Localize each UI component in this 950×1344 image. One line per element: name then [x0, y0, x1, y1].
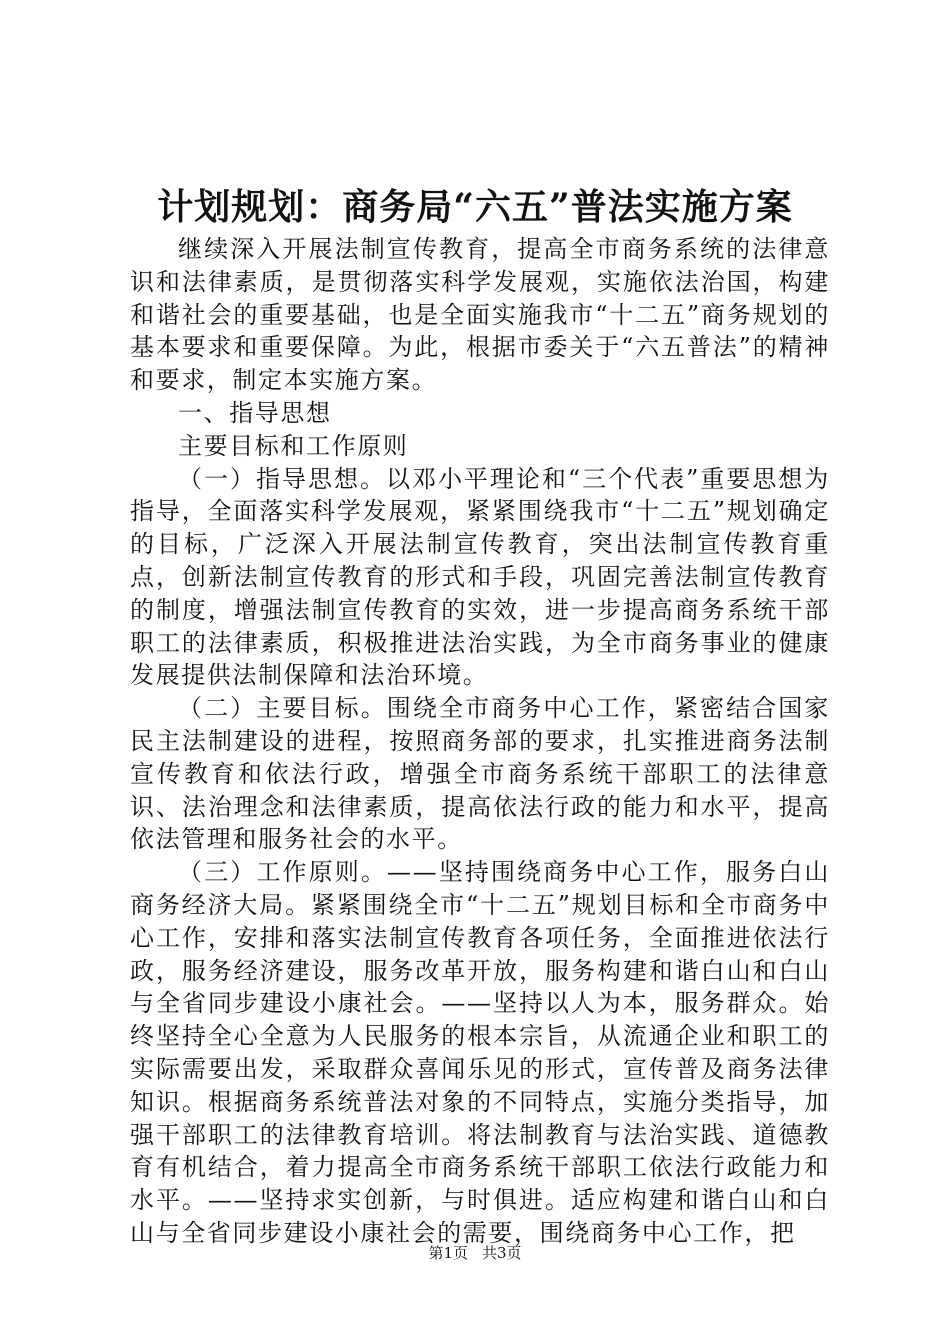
paragraph-work-principles: （三）工作原则。——坚持围绕商务中心工作，服务白山商务经济大局。紧紧围绕全市“十二五”规划目标和全市商务中心工作，安排和落实法制宣传教育各项任务，全面推进依法行政，服务经济建设，服务改革开放，服务构建和谐白山和白山与全省同步建设小康社会。——坚持以人为本，服务群众。始终坚持全心全意为人民服务的根本宗旨，从流通企业和职工的实际需要出发，采取群众喜闻乐见的形式，宣传普及商务法律知识。根据商务系统普法对象的不同特点，实施分类指导，加强干部职工的法律教育培训。将法制教育与法治实践、道德教育有机结合，着力提高全市商务系统干部职工依法行政能力和水平。——坚持求实创新，与时俱进。适应构建和谐白山和白山与全省同步建设小康社会的需要，围绕商务中心工作，把 [130, 858, 830, 1247]
page-number: 第1页 [428, 1244, 468, 1262]
page-total: 共3页 [482, 1244, 522, 1262]
paragraph-main-goals: （二）主要目标。围绕全市商务中心工作，紧密结合国家民主法制建设的进程，按照商务部的要求，扎实推进商务法制宣传教育和依法行政，增强全市商务系统干部职工的法律意识、法治理念和法律素质，提高依法行政的能力和水平，提高依法管理和服务社会的水平。 [130, 694, 830, 854]
page-footer [0, 1243, 950, 1263]
section-heading-guiding-thought: 一、指导思想 [178, 398, 332, 427]
paragraph-guiding-thought: （一）指导思想。以邓小平理论和“三个代表”重要思想为指导，全面落实科学发展观，紧紧围绕我市“十二五”规划确定的目标，广泛深入开展法制宣传教育，突出法制宣传教育重点，创新法制宣传教育的形式和手段，巩固完善法制宣传教育的制度，增强法制宣传教育的实效，进一步提高商务系统干部职工的法律素质，积极推进法治实践，为全市商务事业的健康发展提供法制保障和法治环境。 [130, 464, 830, 690]
document-body [130, 233, 830, 1250]
document-title: 计划规划：商务局“六五”普法实施方案 [157, 186, 793, 228]
intro-paragraph: 继续深入开展法制宣传教育，提高全市商务系统的法律意识和法律素质，是贯彻落实科学发展观，实施依法治国，构建和谐社会的重要基础，也是全面实施我市“十二五”商务规划的基本要求和重要保障。为此，根据市委关于“六五普法”的精神和要求，制定本实施方案。 [130, 235, 830, 395]
section-subheading-goals-principles: 主要目标和工作原则 [178, 431, 409, 460]
